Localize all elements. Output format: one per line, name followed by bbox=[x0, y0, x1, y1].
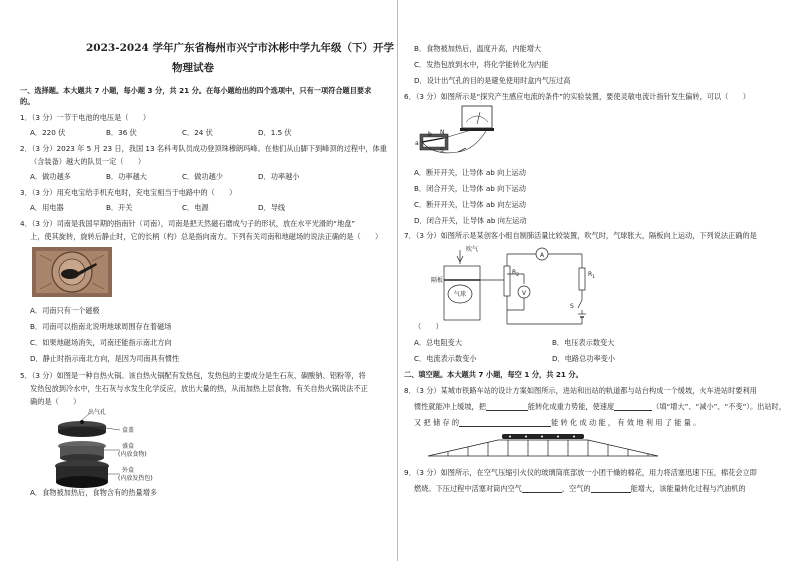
q5-line1: 5．（3 分）如图是一种自热火锅。该自热火锅配有发热包，发热包的主要成分是生石灰、碳酸钠、铝粉等，将 bbox=[20, 371, 366, 380]
circuit-label-r2: $R_2$ bbox=[512, 269, 520, 279]
q6-option-b: B．闭合开关，让导体 ab 向下运动 bbox=[414, 184, 526, 193]
q2-option-c: C．做功越少 bbox=[182, 172, 223, 181]
q9-blank-2[interactable] bbox=[591, 484, 631, 493]
induction-label-b: b bbox=[428, 131, 432, 138]
q4-option-a: A．司南只有一个磁极 bbox=[30, 306, 100, 315]
induction-label-s: S bbox=[440, 147, 444, 154]
hotpot-label-inner: 盛盒 bbox=[122, 443, 135, 450]
q5-option-c: C．发热包放到水中，将化学能转化为内能 bbox=[414, 60, 549, 69]
circuit-label-switch: S bbox=[570, 303, 574, 310]
q6-stem: 6．（3 分）如图所示是“探究产生感应电流的条件”的实验装置，要使灵敏电流计指针发生偏转，可以（ ） bbox=[404, 92, 750, 101]
q8-blank-2[interactable] bbox=[614, 402, 652, 411]
q2-line1: 2．（3 分）2023 年 5 月 23 日，我国 13 名科考队员成功登顶珠穆朗玛峰。在他们从山脚下到峰顶的过程中，体重 bbox=[20, 144, 387, 153]
q5-option-a: A．食物被加热后，食物含有的热量增多 bbox=[30, 488, 158, 497]
q4-option-d: D．静止时指示南北方向，是因为司南具有惯性 bbox=[30, 354, 180, 363]
circuit-label-r1: $R_1$ bbox=[588, 271, 596, 281]
hotpot-label-lid: 盒盖 bbox=[122, 427, 135, 434]
section1-heading-cont: 的。 bbox=[20, 97, 35, 106]
q4-option-c: C．如果地磁场消失，司南还能指示南北方向 bbox=[30, 338, 172, 347]
q5-option-d: D．设计出气孔的目的是避免使用时盒内气压过高 bbox=[414, 76, 571, 85]
right-column bbox=[397, 0, 794, 561]
q3-option-a: A．用电器 bbox=[30, 203, 64, 212]
q2-option-d: D．功率越小 bbox=[258, 172, 300, 181]
q7-option-d: D．电路总功率变小 bbox=[552, 354, 616, 363]
q8-line3: 又 把 储 存 的 能 转 化 成 动 能 ， 有 效 地 利 用 了 能 量 。 bbox=[414, 418, 701, 427]
q3-stem: 3．（3 分）用充电宝给手机充电时，充电宝相当于电路中的（ ） bbox=[20, 188, 237, 197]
q8-line2: 惯性就能冲上缓坡，把 能转化成重力势能，使速度 （填“增大”、“减小”、“不变”）。出站时， bbox=[414, 402, 786, 411]
circuit-label-blow: 吹气 bbox=[466, 246, 479, 253]
q7-option-b: B．电压表示数变大 bbox=[552, 338, 615, 347]
q9-blank-1[interactable] bbox=[522, 484, 562, 493]
q4-option-b: B．司南可以指南北说明地球周围存在着磁场 bbox=[30, 322, 172, 331]
q6-option-d: D．闭合开关，让导体 ab 向左运动 bbox=[414, 216, 527, 225]
section2-heading: 二、填空题。本大题共 7 小题，每空 1 分，共 21 分。 bbox=[404, 370, 583, 379]
q8-line1: 8．（3 分）某城市铁路车站的设计方案如图所示，进站和出站的轨道都与站台构成一个缓坡，火车进站时要利用 bbox=[404, 386, 757, 395]
q1-option-a: A．220 伏 bbox=[30, 128, 66, 137]
voltmeter-symbol: V bbox=[522, 290, 527, 297]
q1-option-d: D．1.5 伏 bbox=[258, 128, 292, 137]
q8-blank-1[interactable] bbox=[486, 402, 528, 411]
q7-paren: （ ） bbox=[414, 322, 443, 331]
q3-option-b: B．开关 bbox=[106, 203, 133, 212]
q3-option-d: D．导线 bbox=[258, 203, 286, 212]
q2-line2: （含装备）越大的队员一定（ ） bbox=[30, 157, 146, 166]
q8-blank-3[interactable] bbox=[459, 418, 551, 427]
section1-heading: 一、选择题。本大题共 7 小题，每小题 3 分，共 21 分。在每小题给出的四个选项中，只有一项符合题目要求 bbox=[20, 86, 372, 95]
q7-option-a: A．总电阻变大 bbox=[414, 338, 463, 347]
q6-option-c: C．断开开关，让导体 ab 向左运动 bbox=[414, 200, 526, 209]
hotpot-label-vent: 出气孔 bbox=[88, 409, 107, 416]
hotpot-label-outer: 外盒 bbox=[122, 467, 135, 474]
q6-option-a: A．断开开关，让导体 ab 向上运动 bbox=[414, 168, 526, 177]
hotpot-diagram bbox=[50, 410, 170, 496]
circuit-label-board: 隔板 bbox=[431, 277, 444, 284]
q5-option-b: B．食物被加热后，温度升高，内能增大 bbox=[414, 44, 542, 53]
q5-line2: 发热包放到冷水中，生石灰与水发生化学反应，放出大量的热，从而加热上层食物。有关自热火锅说法不正 bbox=[30, 384, 368, 393]
hotpot-label-outer-note: (内放发热包) bbox=[118, 475, 153, 482]
lung-capacity-circuit-diagram bbox=[432, 244, 592, 330]
q7-option-c: C．电流表示数变小 bbox=[414, 354, 477, 363]
q9-line2: 燃烧。下压过程中活塞对筒内空气 ，空气的 能增大，该能量转化过程与汽油机的 bbox=[414, 484, 746, 493]
ammeter-symbol: A bbox=[540, 252, 545, 259]
induction-label-n: N bbox=[440, 129, 445, 136]
q2-option-a: A．做功越多 bbox=[30, 172, 71, 181]
q5-line3: 确的是（ ） bbox=[30, 397, 81, 406]
q9-line1: 9．（3 分）如图所示，在空气压缩引火仪的玻璃筒底部放一小团干燥的棉花，用力将活塞迅速下压，棉花会立即 bbox=[404, 468, 757, 477]
induction-label-a: a bbox=[415, 140, 419, 147]
q1-stem: 1．（3 分）一节干电池的电压是（ ） bbox=[20, 113, 151, 122]
q7-stem: 7．（3 分）如图所示是某创客小组自制肺活量比较装置，吹气时，气球胀大，隔板向上运动，下列说法正确的是 bbox=[404, 231, 757, 240]
q3-option-c: C．电源 bbox=[182, 203, 209, 212]
q4-line1: 4．（3 分）司南是我国早期的指南针（司南），司南是把天然磁石磨成勺子的形状，放在水平光滑的“地盘” bbox=[20, 219, 356, 228]
station-track-diagram bbox=[428, 428, 658, 460]
exam-subtitle: 物理试卷 bbox=[172, 62, 214, 74]
q2-option-b: B．功率越大 bbox=[106, 172, 147, 181]
sinan-compass-image bbox=[32, 247, 112, 297]
hotpot-label-inner-note: (内放食物) bbox=[118, 451, 147, 458]
q1-option-b: B．36 伏 bbox=[106, 128, 137, 137]
exam-title: 2023-2024 学年广东省梅州市兴宁市沐彬中学九年级（下）开学 bbox=[86, 42, 394, 54]
q1-option-c: C．24 伏 bbox=[182, 128, 213, 137]
circuit-label-balloon: 气球 bbox=[454, 291, 467, 298]
q4-line2: 上，使其旋转，旋转后静止时，它的长柄（杓）总是指向南方。下列有关司南和地磁场的说法正确的是（ ） bbox=[30, 232, 383, 241]
